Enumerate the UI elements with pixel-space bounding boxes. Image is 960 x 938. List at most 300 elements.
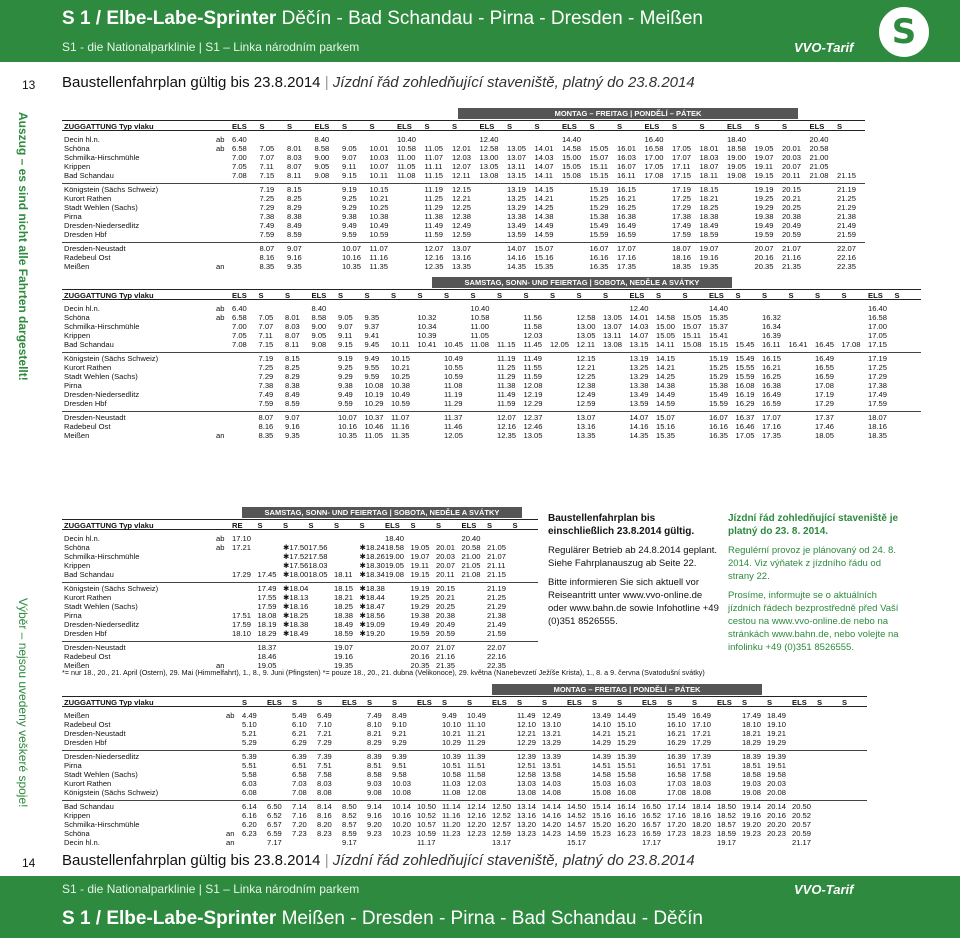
time-cell: 14.29 — [592, 738, 612, 747]
time-cell: 18.07 — [699, 162, 719, 171]
train-type: S — [417, 291, 423, 300]
time-cell: 9.38 — [338, 381, 353, 390]
time-cell: 15.05 — [682, 313, 702, 322]
time-cell: 16.03 — [617, 153, 637, 162]
station-name: Kurort Rathen — [64, 194, 112, 203]
time-cell: 7.00 — [232, 322, 247, 331]
time-cell: 16.52 — [642, 811, 662, 820]
time-cell: 16.01 — [617, 144, 637, 153]
time-cell: 13.25 — [629, 363, 649, 372]
time-cell: 11.25 — [424, 194, 443, 203]
time-cell: 19.21 — [767, 729, 787, 738]
time-cell: 19.23 — [742, 829, 762, 838]
side-note-de: Auszug – es sind nicht alle Fahrten dargestellt! — [16, 112, 30, 381]
table-row — [62, 322, 921, 331]
group-divider — [62, 582, 538, 583]
time-cell: 15.05 — [562, 162, 582, 171]
time-cell: 21.05 — [487, 543, 507, 552]
time-cell: 10.10 — [442, 720, 462, 729]
time-cell: 16.16 — [617, 811, 637, 820]
table-row — [62, 752, 867, 761]
time-cell: 7.08 — [292, 788, 307, 797]
time-cell: 17.19 — [868, 354, 888, 363]
time-cell: 7.19 — [258, 354, 274, 363]
time-cell: 12.40 — [479, 135, 499, 144]
time-cell: 13.21 — [542, 729, 562, 738]
time-cell: 15.35 — [709, 313, 729, 322]
time-cell: 18.03 — [699, 153, 719, 162]
time-cell: 18.58 — [742, 770, 762, 779]
station-name: Dresden-Niedersedlitz — [64, 390, 140, 399]
time-cell: 9.37 — [364, 322, 380, 331]
time-cell: 19.07 — [754, 153, 774, 162]
ab-an-label: an — [226, 829, 235, 838]
time-cell: 21.38 — [837, 212, 857, 221]
time-cell: 16.37 — [735, 413, 755, 422]
time-cell: 11.08 — [470, 340, 489, 349]
time-cell: 15.08 — [592, 788, 612, 797]
time-cell: 17.56 — [308, 543, 328, 552]
time-cell: 18.01 — [699, 144, 719, 153]
time-cell: 19.38 — [410, 611, 430, 620]
time-cell: 7.07 — [258, 322, 274, 331]
time-cell: 10.38 — [369, 212, 389, 221]
time-cell: 13.05 — [507, 144, 527, 153]
time-cell: 8.39 — [367, 752, 382, 761]
time-cell: 17.29 — [672, 203, 692, 212]
ab-an-label: ab — [226, 711, 235, 720]
time-cell: 8.59 — [342, 829, 357, 838]
table-row — [62, 629, 538, 638]
time-cell: 9.07 — [285, 413, 300, 422]
table-row — [62, 162, 865, 171]
time-cell: 11.16 — [391, 422, 410, 431]
title-bottom: Baustellenfahrplan gültig bis 23.8.2014 | Jízdní řád zohledňující staveniště, platný do 23.8.2014 — [62, 852, 695, 869]
time-cell: 17.58 — [308, 552, 328, 561]
time-cell: 13.03 — [517, 779, 537, 788]
time-cell: 12.59 — [576, 399, 596, 408]
time-cell: 11.25 — [497, 363, 516, 372]
time-cell: 12.58 — [576, 313, 596, 322]
time-cell: 17.19 — [672, 185, 692, 194]
time-cell: 17.45 — [257, 570, 277, 579]
time-cell: 14.01 — [629, 313, 649, 322]
time-cell: 9.08 — [314, 171, 330, 180]
table-row — [62, 570, 538, 579]
time-cell: 22.35 — [837, 262, 857, 271]
time-cell: 15.49 — [735, 354, 755, 363]
time-cell: 13.49 — [592, 711, 612, 720]
time-cell: 10.21 — [369, 194, 389, 203]
time-cell: 15.55 — [735, 363, 755, 372]
time-cell: 15.38 — [589, 212, 609, 221]
time-cell: 20.03 — [767, 779, 787, 788]
time-cell: 21.15 — [837, 171, 857, 180]
train-type: ELS — [342, 698, 357, 707]
time-cell: 17.15 — [868, 340, 888, 349]
time-cell: 19.25 — [754, 194, 774, 203]
time-cell: 14.49 — [656, 390, 676, 399]
group-divider — [62, 641, 538, 642]
time-cell: 19.49 — [754, 221, 774, 230]
time-cell: 11.35 — [369, 262, 388, 271]
time-cell: 18.15 — [699, 185, 719, 194]
time-cell: 12.50 — [492, 802, 512, 811]
time-cell: 12.57 — [492, 820, 512, 829]
time-cell: 10.34 — [417, 322, 437, 331]
time-cell: 7.58 — [317, 770, 332, 779]
time-cell: 19.17 — [717, 838, 737, 847]
station-name: Pirna — [64, 761, 82, 770]
time-cell: 15.20 — [592, 820, 612, 829]
time-cell: 5.51 — [242, 761, 257, 770]
info-cz-p1: Regulérní provoz je plánovaný od 24. 8. 2014. Viz výňatek z jízdního řádu od strany 22. — [728, 545, 896, 582]
time-cell: 16.35 — [709, 431, 729, 440]
table-row — [62, 153, 865, 162]
time-cell: 12.38 — [576, 381, 596, 390]
time-cell: 9.19 — [338, 354, 353, 363]
station-name: Krippen — [64, 561, 91, 570]
time-cell: 12.15 — [576, 354, 596, 363]
station-name: Schöna — [64, 144, 90, 153]
ab-an-label: an — [216, 262, 225, 271]
info-box-de — [548, 512, 720, 628]
time-cell: 16.03 — [617, 779, 637, 788]
time-cell: 14.03 — [542, 779, 562, 788]
ab-an-label: an — [226, 838, 235, 847]
table-row — [62, 561, 538, 570]
time-cell: 19.08 — [385, 570, 405, 579]
time-cell: 12.49 — [542, 711, 562, 720]
time-cell: 21.29 — [487, 602, 507, 611]
station-name: Stadt Wehlen (Sachs) — [64, 770, 138, 779]
timetable-weekday-return — [62, 684, 868, 847]
time-cell: 18.25 — [334, 602, 354, 611]
s-bahn-logo-icon: S — [876, 4, 932, 60]
time-cell: 13.29 — [507, 203, 527, 212]
time-cell: 17.17 — [642, 838, 662, 847]
train-type: ELS — [267, 698, 282, 707]
time-cell: 20.58 — [461, 543, 481, 552]
time-cell: 13.23 — [517, 829, 537, 838]
time-cell: 16.49 — [617, 221, 637, 230]
time-cell: 16.58 — [868, 313, 888, 322]
time-cell: 16.23 — [617, 829, 637, 838]
table-row — [62, 313, 921, 322]
time-cell: 6.57 — [267, 820, 282, 829]
title-top-de: Baustellenfahrplan gültig bis 23.8.2014 — [62, 74, 321, 91]
time-cell: 14.49 — [534, 221, 554, 230]
time-cell: 12.49 — [576, 390, 596, 399]
time-cell: 18.35 — [868, 431, 888, 440]
time-cell: 20.21 — [436, 593, 456, 602]
time-cell: 15.59 — [589, 230, 609, 239]
time-cell: 7.49 — [367, 711, 382, 720]
time-cell: 20.15 — [782, 185, 802, 194]
train-type: S — [285, 291, 291, 300]
time-cell: 13.07 — [452, 244, 472, 253]
table-row — [62, 422, 921, 431]
time-cell: 14.16 — [542, 811, 562, 820]
time-cell: 6.21 — [292, 729, 307, 738]
time-cell: 21.59 — [487, 629, 507, 638]
time-cell: 18.46 — [257, 652, 277, 661]
time-cell: 16.55 — [815, 363, 835, 372]
train-type: S — [308, 521, 314, 530]
ab-an-label: ab — [216, 144, 225, 153]
time-cell: 18.25 — [699, 203, 719, 212]
time-cell: 13.11 — [603, 331, 622, 340]
train-type: S — [534, 122, 540, 131]
time-cell: 7.11 — [258, 331, 273, 340]
time-cell: 9.25 — [338, 363, 353, 372]
time-cell: 14.16 — [629, 422, 649, 431]
time-cell: 4.49 — [242, 711, 257, 720]
time-cell: ✱18.38 — [283, 620, 309, 629]
time-cell: 12.21 — [452, 194, 472, 203]
time-cell: 16.57 — [642, 820, 662, 829]
time-cell: 21.19 — [837, 185, 857, 194]
time-cell: 9.59 — [338, 399, 353, 408]
time-cell: 14.59 — [567, 829, 587, 838]
station-name: Krippen — [64, 331, 91, 340]
table-row — [62, 593, 538, 602]
footer-route: Meißen - Dresden - Pirna - Bad Schandau - Děčín — [281, 908, 703, 929]
table-row — [62, 221, 865, 230]
station-name: Schmilka-Hirschmühle — [64, 552, 140, 561]
time-cell: 16.59 — [815, 372, 835, 381]
time-cell: 20.01 — [782, 144, 802, 153]
time-cell: 9.21 — [392, 729, 407, 738]
time-cell: 20.57 — [792, 820, 812, 829]
time-cell: 17.16 — [762, 422, 782, 431]
table-row — [62, 340, 921, 349]
time-cell: 10.23 — [392, 829, 412, 838]
time-cell: 16.40 — [644, 135, 664, 144]
time-cell: 19.15 — [754, 171, 774, 180]
time-cell: 17.05 — [672, 144, 692, 153]
time-cell: 7.38 — [258, 381, 274, 390]
time-cell: 12.52 — [492, 811, 512, 820]
time-cell: 7.29 — [317, 738, 332, 747]
time-cell: 18.58 — [727, 144, 747, 153]
time-cell: 12.07 — [497, 413, 517, 422]
time-cell: 8.50 — [342, 802, 357, 811]
time-cell: 15.25 — [709, 363, 729, 372]
time-cell: 18.50 — [717, 802, 737, 811]
time-cell: 14.35 — [629, 431, 649, 440]
time-cell: 8.29 — [367, 738, 382, 747]
time-cell: 17.00 — [868, 322, 888, 331]
time-cell: 18.03 — [692, 779, 712, 788]
time-cell: 18.35 — [672, 262, 692, 271]
time-cell: 15.03 — [592, 779, 612, 788]
time-cell: 17.08 — [841, 340, 861, 349]
train-type: S — [497, 291, 503, 300]
station-name: Stadt Wehlen (Sachs) — [64, 602, 138, 611]
time-cell: 14.15 — [534, 185, 554, 194]
time-cell: ✱18.13 — [283, 593, 309, 602]
station-name: Decin hl.n. — [64, 838, 100, 847]
time-cell: 14.40 — [562, 135, 582, 144]
time-cell: 7.05 — [259, 144, 275, 153]
time-cell: 8.16 — [258, 422, 274, 431]
time-cell: 9.23 — [367, 829, 382, 838]
time-cell: 13.05 — [576, 331, 596, 340]
time-cell: 8.49 — [287, 221, 302, 230]
station-name: Dresden-Niedersedlitz — [64, 620, 140, 629]
time-cell: 17.05 — [735, 431, 755, 440]
time-cell: 14.07 — [629, 413, 649, 422]
time-cell: 10.08 — [364, 381, 384, 390]
time-cell: 20.38 — [782, 212, 802, 221]
train-type: ELS — [417, 698, 432, 707]
table-row — [62, 829, 867, 838]
time-cell: 10.58 — [442, 770, 462, 779]
train-type: S — [667, 698, 673, 707]
time-cell: 20.25 — [782, 203, 802, 212]
time-cell: 9.59 — [342, 230, 357, 239]
time-cell: 19.49 — [410, 620, 430, 629]
time-cell: 8.07 — [259, 244, 275, 253]
train-type: ELS — [644, 122, 660, 131]
table-row — [62, 212, 865, 221]
time-cell: 19.59 — [410, 629, 430, 638]
time-cell: 11.19 — [424, 185, 443, 194]
station-name: Radebeul Ost — [64, 720, 111, 729]
time-cell: 17.29 — [692, 738, 712, 747]
time-cell: 17.25 — [672, 194, 692, 203]
station-name: Schmilka-Hirschmühle — [64, 820, 140, 829]
time-cell: 22.16 — [837, 253, 857, 262]
time-cell: 20.07 — [436, 561, 456, 570]
time-cell: 12.38 — [452, 212, 472, 221]
train-type: S — [258, 291, 264, 300]
time-cell: 19.35 — [699, 262, 719, 271]
time-cell: 15.45 — [735, 340, 755, 349]
time-cell: 12.03 — [452, 153, 472, 162]
time-cell: 17.07 — [672, 153, 692, 162]
table-row — [62, 262, 865, 271]
time-cell: 8.58 — [311, 313, 327, 322]
time-cell: 6.58 — [292, 770, 307, 779]
train-type: S — [894, 291, 900, 300]
time-cell: 20.59 — [436, 629, 456, 638]
time-cell: 19.07 — [410, 552, 430, 561]
time-cell: 15.29 — [709, 372, 729, 381]
zuggattung-label: ZUGGATTUNG Typ vlaku — [64, 291, 154, 300]
time-cell: 21.00 — [809, 153, 829, 162]
time-cell: 21.59 — [837, 230, 857, 239]
time-cell: 12.19 — [523, 390, 543, 399]
time-cell: 19.51 — [767, 761, 787, 770]
time-cell: 11.16 — [369, 253, 388, 262]
table-row — [62, 820, 867, 829]
time-cell: 18.14 — [692, 802, 712, 811]
time-cell: 10.37 — [364, 413, 384, 422]
time-cell: 8.23 — [317, 829, 332, 838]
time-cell: 8.11 — [285, 340, 300, 349]
table-header-row — [62, 289, 921, 300]
time-cell: 11.58 — [523, 322, 542, 331]
time-cell: 10.59 — [369, 230, 389, 239]
time-cell: 17.08 — [667, 788, 687, 797]
train-type: S — [672, 122, 678, 131]
time-cell: 18.59 — [699, 230, 719, 239]
train-type: ELS — [709, 291, 724, 300]
train-type: S — [842, 698, 848, 707]
train-type: S — [242, 698, 248, 707]
time-cell: 22.35 — [487, 661, 507, 670]
time-cell: 20.35 — [410, 661, 430, 670]
time-cell: 13.08 — [479, 171, 499, 180]
time-cell: 9.05 — [311, 331, 327, 340]
table-row — [62, 811, 867, 820]
time-cell: 16.16 — [589, 253, 609, 262]
time-cell: 17.49 — [742, 711, 762, 720]
station-name: Dresden-Neustadt — [64, 643, 126, 652]
time-cell: 10.38 — [391, 381, 411, 390]
time-cell: ✱19.20 — [359, 629, 385, 638]
train-type: ELS — [567, 698, 582, 707]
time-cell: 6.40 — [232, 135, 247, 144]
time-cell: 14.01 — [534, 144, 554, 153]
time-cell: 12.49 — [452, 221, 472, 230]
time-cell: 9.10 — [392, 720, 407, 729]
time-cell: 5.49 — [292, 711, 307, 720]
time-cell: 10.39 — [417, 331, 437, 340]
time-cell: 17.10 — [692, 720, 712, 729]
time-cell: 10.35 — [338, 431, 358, 440]
time-cell: 16.51 — [667, 761, 687, 770]
time-cell: 10.29 — [442, 738, 462, 747]
time-cell: 17.03 — [667, 779, 687, 788]
time-cell: 16.07 — [617, 162, 637, 171]
time-cell: 7.21 — [317, 729, 332, 738]
time-cell: 19.07 — [699, 244, 719, 253]
time-cell: 8.29 — [285, 372, 300, 381]
time-cell: 12.05 — [550, 340, 570, 349]
time-cell: 11.08 — [397, 171, 416, 180]
time-cell: 14.21 — [592, 729, 612, 738]
train-type: ELS — [461, 521, 477, 530]
time-cell: 15.59 — [735, 372, 755, 381]
time-cell: 6.23 — [242, 829, 257, 838]
time-cell: 13.16 — [452, 253, 472, 262]
time-cell: 16.59 — [617, 230, 637, 239]
time-cell: 18.05 — [815, 431, 835, 440]
time-cell: 20.20 — [767, 820, 787, 829]
table-row — [62, 738, 867, 747]
time-cell: 19.05 — [410, 543, 430, 552]
time-cell: 8.07 — [285, 331, 300, 340]
time-cell: 8.25 — [287, 194, 302, 203]
train-type: ELS — [809, 122, 825, 131]
time-cell: 18.29 — [742, 738, 762, 747]
time-cell: 8.40 — [314, 135, 330, 144]
station-name: Dresden-Neustadt — [64, 244, 126, 253]
station-name: Bad Schandau — [64, 570, 114, 579]
time-cell: 13.20 — [517, 820, 537, 829]
group-divider — [62, 800, 867, 801]
time-cell: 10.11 — [391, 340, 410, 349]
time-cell: 8.38 — [287, 212, 302, 221]
time-cell: 10.49 — [444, 354, 464, 363]
time-cell: 9.07 — [287, 244, 302, 253]
station-name: Decin hl.n. — [64, 534, 100, 543]
time-cell: 11.07 — [369, 244, 388, 253]
time-cell: 10.41 — [417, 340, 437, 349]
